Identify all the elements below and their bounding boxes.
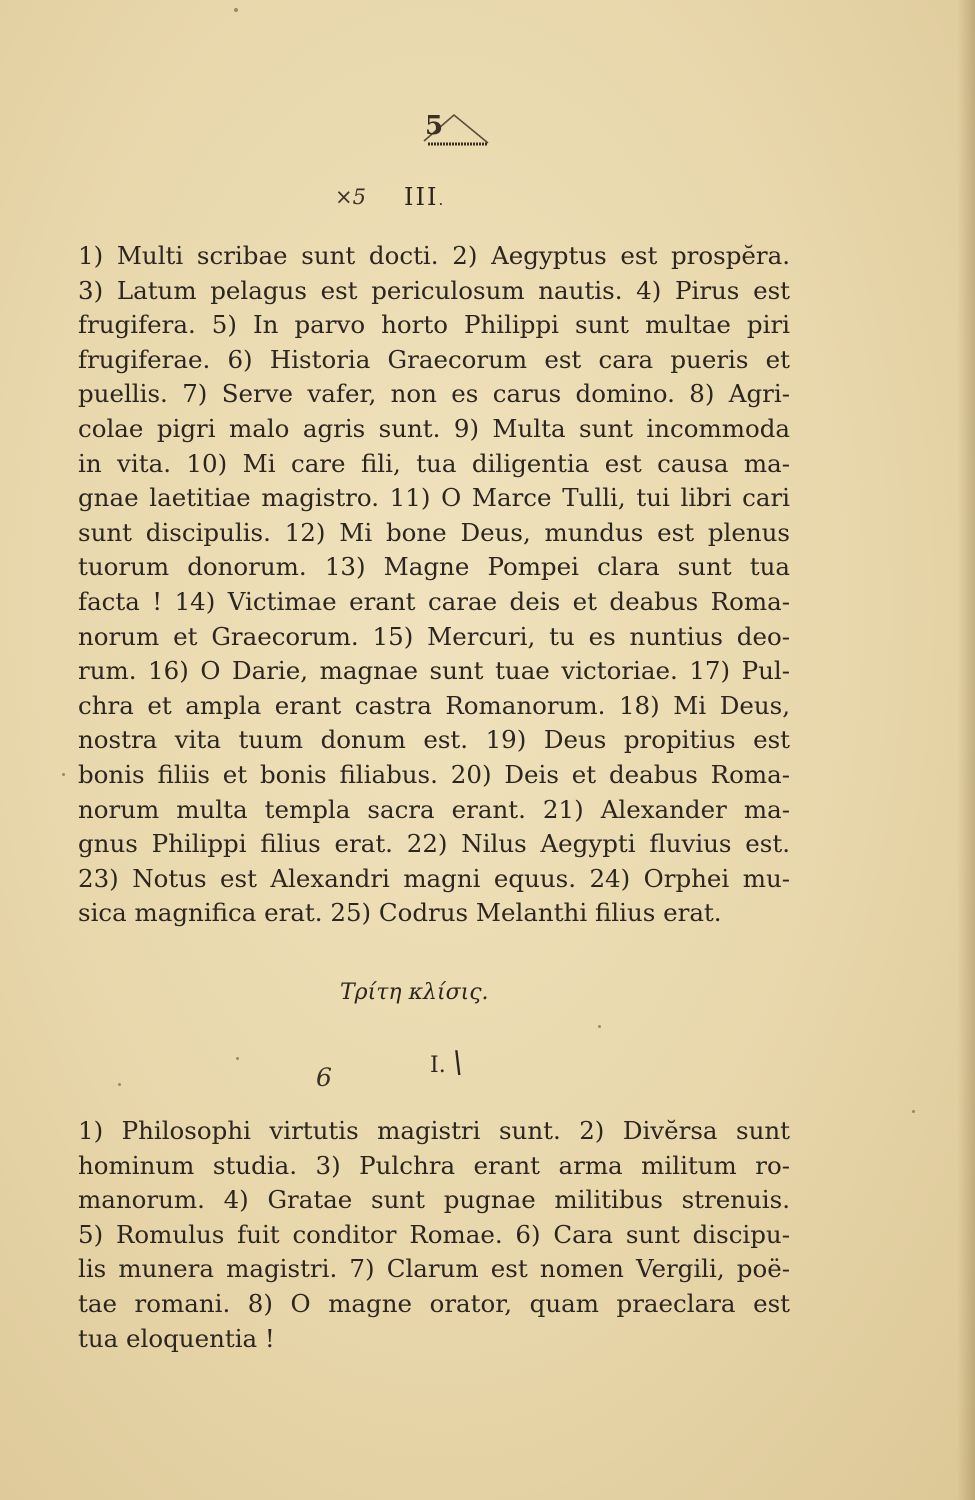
paper-speck: [234, 8, 238, 12]
paper-speck: [236, 1057, 239, 1060]
text-line: facta ! 14) Victimae erant carae deis et deabus Roma-: [78, 586, 790, 616]
paper-speck: [598, 1025, 601, 1028]
text-line: gnus Philippi filius erat. 22) Nilus Aegypti fluvius est.: [78, 829, 790, 859]
text-line: norum et Graecorum. 15) Mercuri, tu es nuntius deo-: [78, 621, 790, 651]
text-line: puellis. 7) Serve vafer, non es carus domino. 8) Agri-: [78, 379, 790, 409]
text-line: 1) Philosophi virtutis magistri sunt. 2) Divĕrsa sunt: [78, 1116, 790, 1145]
text-line: tae romani. 8) O magne orator, quam praeclara est: [78, 1288, 790, 1318]
text-line: in vita. 10) Mi care fili, tua diligentia est causa ma-: [78, 448, 790, 478]
text-line: frugiferae. 6) Historia Graecorum est cara pueris et: [78, 344, 790, 374]
handwritten-tick: \: [452, 1045, 463, 1080]
section-heading-text: III: [404, 183, 439, 211]
subsection-heading-text: I.: [430, 1053, 446, 1078]
text-line: tua eloquentia !: [78, 1323, 275, 1353]
text-line: chra et ampla erant castra Romanorum. 18) Mi Deus,: [78, 690, 790, 720]
text-line: gnae laetitiae magistro. 11) O Marce Tulli, tui libri cari: [78, 483, 790, 513]
handwritten-mark-top: ×5: [335, 185, 366, 209]
text-line: sunt discipulis. 12) Mi bone Deus, mundus est plenus: [78, 517, 790, 547]
exercise-paragraph-2: [78, 1114, 790, 1356]
text-line: rum. 16) O Darie, magnae sunt tuae victoriae. 17) Pul-: [78, 656, 790, 686]
section-heading: [404, 183, 445, 211]
subsection-heading: [430, 1045, 463, 1080]
paper-speck: [62, 773, 65, 776]
paper-speck: [118, 1083, 121, 1086]
paper-speck: [912, 1110, 915, 1113]
page-number: 5: [424, 111, 444, 141]
section-heading-dot: .: [438, 191, 446, 209]
text-line: colae pigri malo agris sunt. 9) Multa sunt incommoda: [78, 413, 790, 443]
text-line: 3) Latum pelagus est periculosum nautis. 4) Pirus est: [78, 275, 790, 305]
text-line: tuorum donorum. 13) Magne Pompei clara sunt tua: [78, 552, 790, 582]
greek-declension-heading: Τρίτη κλίσις.: [340, 980, 489, 1005]
text-line: manorum. 4) Gratae sunt pugnae militibus strenuis.: [78, 1185, 790, 1215]
text-line: frugifera. 5) In parvo horto Philippi sunt multae piri: [78, 310, 790, 340]
text-line: hominum studia. 3) Pulchra erant arma militum ro-: [78, 1150, 790, 1180]
text-line: sica magnifica erat. 25) Codrus Melanthi filius erat.: [78, 898, 722, 928]
handwritten-mark-bottom: 6: [316, 1063, 332, 1092]
text-line: 23) Notus est Alexandri magni equus. 24) Orphei mu-: [78, 863, 790, 893]
text-line: 5) Romulus fuit conditor Romae. 6) Cara sunt discipu-: [78, 1219, 790, 1249]
page-number-ornament: [420, 103, 490, 149]
exercise-paragraph-1: [78, 239, 790, 931]
text-line: norum multa templa sacra erant. 21) Alexander ma-: [78, 794, 790, 824]
text-line: nostra vita tuum donum est. 19) Deus propitius est: [78, 725, 790, 755]
page-edge-shadow: [957, 0, 975, 1500]
text-line: bonis filiis et bonis filiabus. 20) Deis et deabus Roma-: [78, 759, 790, 789]
text-line: lis munera magistri. 7) Clarum est nomen Vergili, poë-: [78, 1254, 790, 1284]
text-line: 1) Multi scribae sunt docti. 2) Aegyptus est prospĕra.: [78, 241, 790, 270]
